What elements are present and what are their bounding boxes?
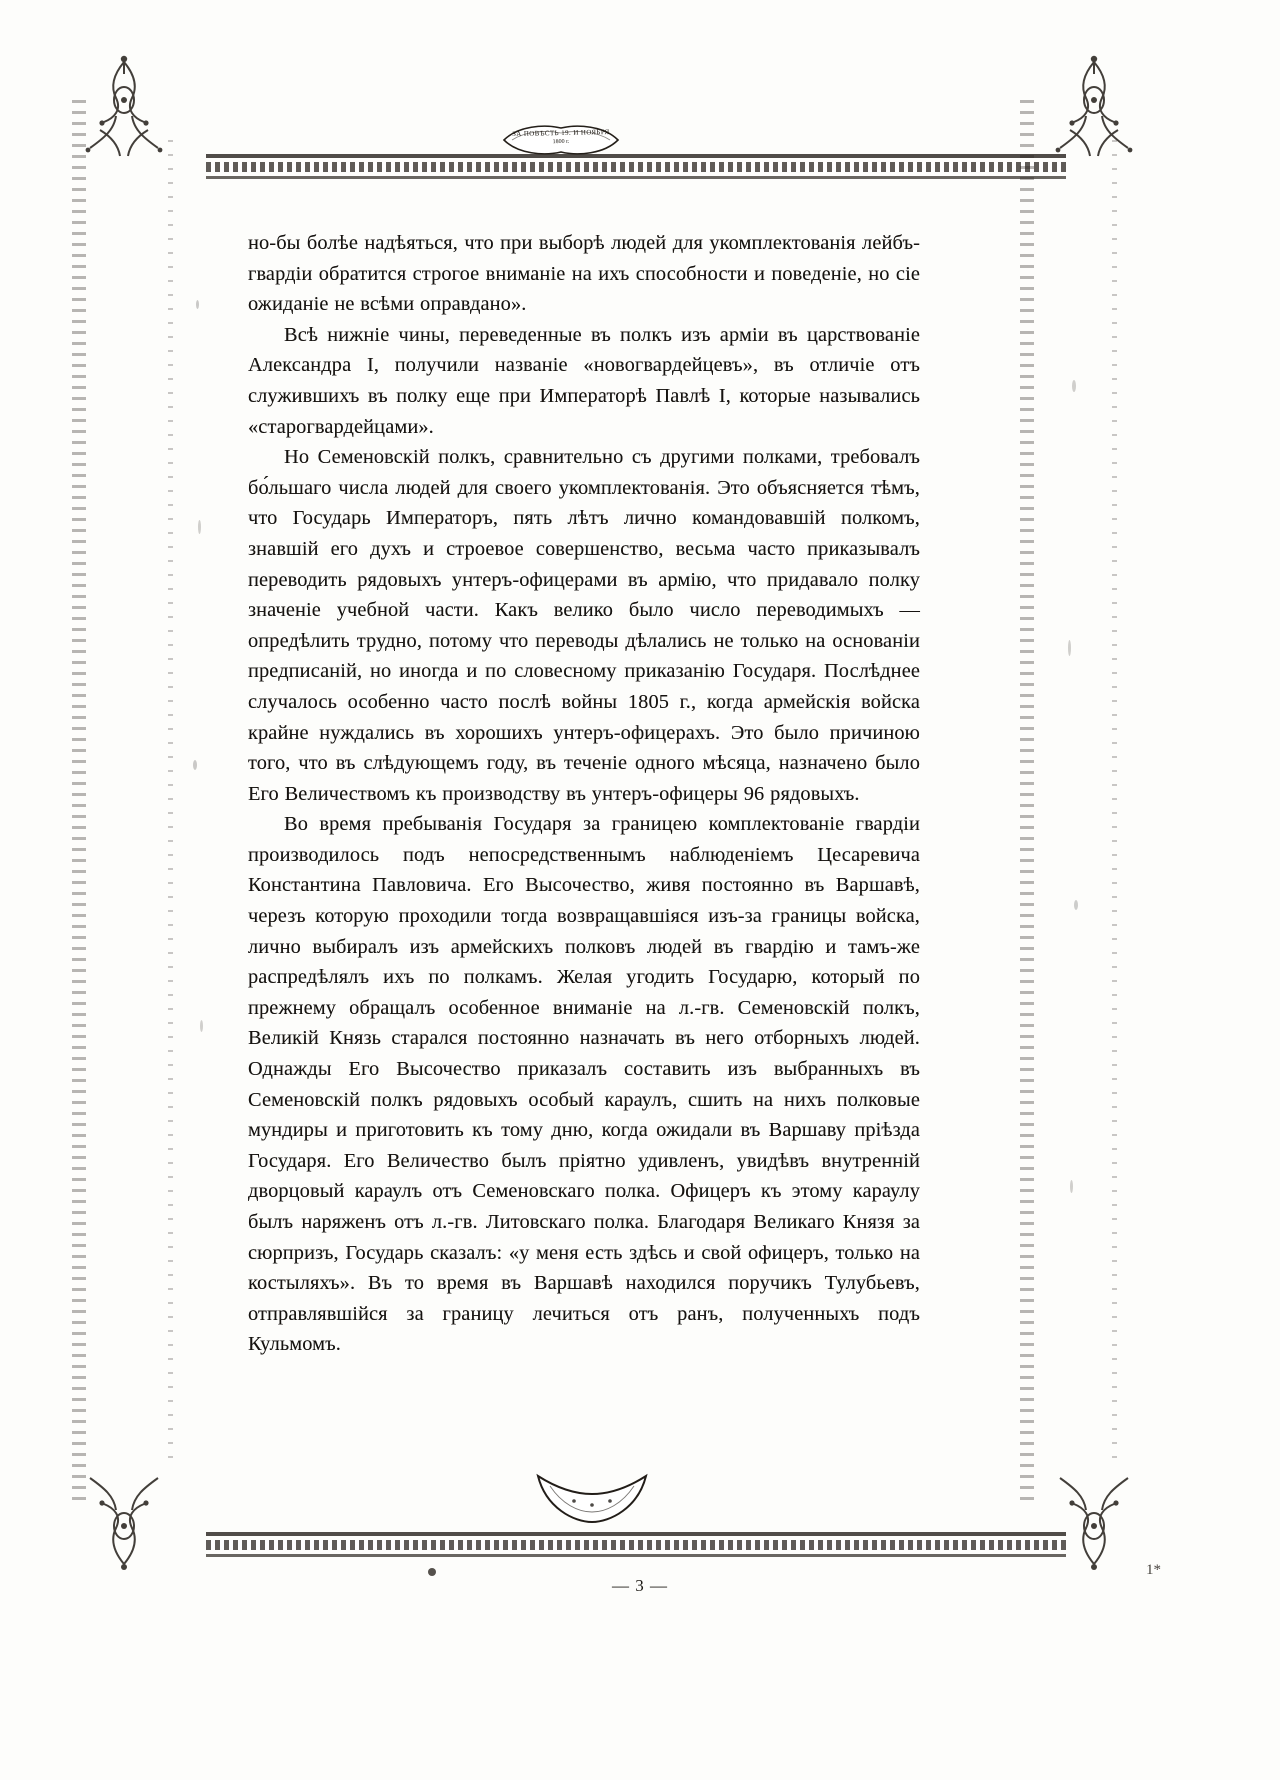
frame-left-inner-border — [168, 140, 173, 1460]
frame-right-border — [1020, 100, 1034, 1500]
frame-bottom-rule-middle — [206, 1540, 1066, 1550]
scan-speckle — [193, 760, 197, 770]
scan-speckle — [1068, 640, 1071, 656]
corner-ornament-top-left — [70, 52, 178, 170]
paragraph-2: Всѣ нижніе чины, переведенные въ полкъ изъ арміи въ царствованіе Александра I, получили названіе «новогвардейцевъ», въ отличіе отъ служившихъ въ полку еще при Императорѣ Павлѣ I, которые назывались «старогвардейцами». — [248, 323, 920, 438]
corner-ornament-top-right — [1040, 52, 1148, 170]
scan-speckle — [198, 520, 201, 534]
signature-mark: 1* — [1146, 1562, 1161, 1578]
scan-speckle — [1070, 1180, 1073, 1193]
corner-ornament-bottom-left — [70, 1456, 178, 1574]
frame-bottom-rule-upper — [206, 1532, 1066, 1536]
bottom-center-ornament — [528, 1468, 656, 1524]
footer-dot-mark — [428, 1568, 436, 1576]
scan-speckle — [1072, 380, 1076, 392]
page-number: — 3 — — [612, 1576, 668, 1595]
frame-left-border — [72, 100, 86, 1500]
top-banner-line1: ЗА ПОВѢСТЬ 19. И НОЯБРЯ — [512, 127, 610, 139]
frame-bottom-rule-lower — [206, 1554, 1066, 1557]
corner-ornament-bottom-right — [1040, 1456, 1148, 1574]
scan-speckle — [200, 1020, 203, 1032]
paragraph-3: Но Семеновскій полкъ, сравнительно съ другими полками, требовалъ бо́льшаго числа людей для своего укомплектованія. Это объясняется тѣмъ, что Государь Императоръ, пять лѣтъ лично командовавшій полкомъ, знавшій его духъ и строевое совершенство, весьма часто приказывалъ переводить рядовыхъ унтеръ-офицерами въ армію, что придавало полку значеніе учебной части. Какъ велико было число переводимыхъ — опредѣлить трудно, потому что переводы дѣлались не только на основаніи предписаній, но иногда и по словесному приказанію Государя. Послѣднее случалось особенно часто послѣ войны 1805 г., когда армейскія войска крайне нуждались въ хорошихъ унтеръ-офицерахъ. Это было причиною того, что въ слѣдующемъ году, въ теченіе одного мѣсяца, назначено было Его Величествомъ къ производству въ унтеръ-офицеры 96 рядовыхъ. — [248, 446, 920, 805]
paragraph-1: но-бы болѣе надѣяться, что при выборѣ людей для укомплектованія лейбъ-гвардіи обратится строгое вниманіе на ихъ способности и поведеніе, но сіе ожиданіе не всѣми оправдано». — [248, 232, 920, 316]
frame-top-rule-lower — [206, 176, 1066, 179]
frame-top-rule-middle — [206, 162, 1066, 172]
page-text-column — [248, 228, 920, 1360]
paragraph-4: Во время пребыванія Государя за границею комплектованіе гвардіи производилось подъ непосредственнымъ наблюденіемъ Цесаревича Константина Павловича. Его Высочество, живя постоянно въ Варшавѣ, черезъ которую проходили тогда возвращавшіяся изъ-за границы войска, лично выбиралъ изъ армейскихъ полковъ людей въ гвардію и тамъ-же распредѣлялъ ихъ по полкамъ. Желая угодить Государю, который по прежнему обращалъ особенное вниманіе на л.-гв. Семеновскій полкъ, Великій Князь старался постоянно назначать въ него отборныхъ людей. Однажды Его Высочество приказалъ составить изъ выбранныхъ въ Семеновскій полкъ рядовыхъ особый караулъ, сшить на нихъ полковые мундиры и приготовить къ тому дню, когда ожидали въ Варшаву пріѣзда Государя. Его Величество былъ пріятно удивленъ, увидѣвъ внутренній дворцовый караулъ отъ Семеновскаго полка. Офицеръ къ этому караулу былъ наряженъ отъ л.-гв. Литовскаго полка. Благодаря Великаго Князя за сюрпризъ, Государь сказалъ: «у меня есть здѣсь и свой офицеръ, только на костыляхъ». Въ то время въ Варшавѣ находился поручикъ Тулубьевъ, отправлявшійся за границу лечиться отъ ранъ, полученныхъ подъ Кульмомъ. — [248, 813, 920, 1356]
frame-right-inner-border — [1112, 140, 1117, 1460]
top-banner-scroll — [500, 120, 622, 160]
scan-speckle — [196, 300, 199, 309]
scan-speckle — [1074, 900, 1078, 910]
frame-top-rule-upper — [206, 154, 1066, 158]
top-banner-line2: 1800 г. — [552, 138, 570, 146]
